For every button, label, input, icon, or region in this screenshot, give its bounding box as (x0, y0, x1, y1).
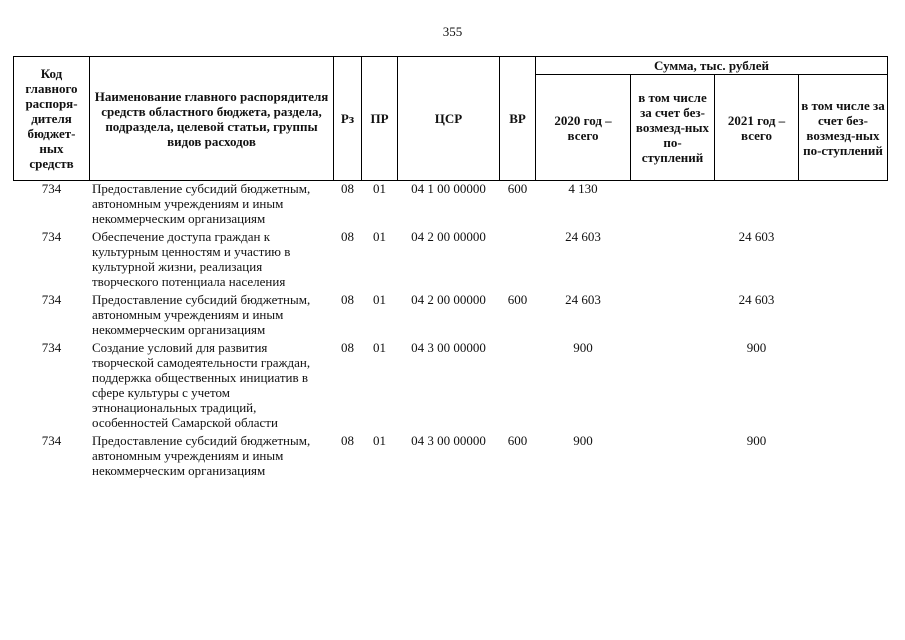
row-pr: 01 (373, 340, 386, 355)
row-code: 734 (41, 181, 62, 196)
table-header (14, 57, 888, 181)
row-2020-total: 24 603 (565, 292, 601, 307)
table-row (14, 433, 888, 481)
row-2020-gratuitous (631, 292, 715, 340)
row-2020-total: 900 (573, 433, 593, 448)
row-name: Предоставление субсидий бюджетным, автономным учреждениям и иным некоммерческим организациям (92, 433, 311, 478)
row-2021-gratuitous (799, 433, 888, 481)
row-2021-total (715, 181, 799, 230)
header-2020-gratuitous: в том числе за счет без-возмезд-ных по-ступлений (631, 75, 715, 181)
row-2021-total: 900 (746, 433, 767, 448)
row-name: Обеспечение доступа граждан к культурным ценностям и участию в культурной жизни, реализация творческого потенциала населения (92, 229, 291, 289)
row-2020-gratuitous (631, 229, 715, 292)
header-vr: ВР (500, 57, 536, 181)
row-name: Создание условий для развития творческой самодеятельности граждан, поддержка общественных инициатив в сфере культуры с учетом этнонациональных традиций, особенностей Самарской области (92, 340, 311, 430)
row-rz: 08 (341, 181, 354, 196)
header-code: Код главного распоря-дителя бюджет-ных средств (14, 57, 90, 181)
row-2020-gratuitous (631, 181, 715, 230)
header-2021-total: 2021 год – всего (715, 75, 799, 181)
row-code: 734 (41, 433, 62, 448)
row-name: Предоставление субсидий бюджетным, автономным учреждениям и иным некоммерческим организациям (92, 181, 311, 226)
row-csr: 04 2 00 00000 (411, 292, 486, 307)
header-name: Наименование главного распорядителя средств областного бюджета, раздела, подраздела, целевой статьи, группы видов расходов (90, 57, 334, 181)
budget-table (13, 56, 888, 481)
row-code: 734 (41, 292, 62, 307)
table-row (14, 229, 888, 292)
row-rz: 08 (341, 292, 354, 307)
row-vr: 600 (507, 292, 528, 307)
row-2020-gratuitous (631, 433, 715, 481)
row-csr: 04 3 00 00000 (411, 340, 486, 355)
table-row (14, 340, 888, 433)
row-rz: 08 (341, 433, 354, 448)
row-2021-gratuitous (799, 292, 888, 340)
header-csr: ЦСР (398, 57, 500, 181)
row-pr: 01 (373, 433, 386, 448)
row-name: Предоставление субсидий бюджетным, автономным учреждениям и иным некоммерческим организациям (92, 292, 311, 337)
row-vr: 600 (507, 181, 528, 196)
row-vr (500, 229, 536, 292)
row-csr: 04 3 00 00000 (411, 433, 486, 448)
row-vr (500, 340, 536, 433)
row-2021-gratuitous (799, 181, 888, 230)
row-pr: 01 (373, 229, 386, 244)
row-2020-gratuitous (631, 340, 715, 433)
header-pr: ПР (362, 57, 398, 181)
header-2020-total: 2020 год – всего (536, 75, 631, 181)
row-rz: 08 (341, 340, 354, 355)
row-pr: 01 (373, 181, 386, 196)
row-code: 734 (41, 340, 62, 355)
page-number: 355 (442, 24, 463, 39)
row-code: 734 (41, 229, 62, 244)
row-2021-total: 24 603 (738, 292, 775, 307)
table-row (14, 292, 888, 340)
row-2021-gratuitous (799, 229, 888, 292)
row-2021-total: 900 (746, 340, 767, 355)
row-rz: 08 (341, 229, 354, 244)
table-body (14, 181, 888, 482)
row-2021-total: 24 603 (738, 229, 775, 244)
row-csr: 04 1 00 00000 (411, 181, 486, 196)
header-rz: Рз (334, 57, 362, 181)
row-2020-total: 900 (573, 340, 593, 355)
row-vr: 600 (507, 433, 528, 448)
header-2021-gratuitous: в том числе за счет без-возмезд-ных по-ступлений (799, 75, 888, 181)
row-pr: 01 (373, 292, 386, 307)
row-2021-gratuitous (799, 340, 888, 433)
row-2020-total: 24 603 (565, 229, 601, 244)
row-2020-total: 4 130 (568, 181, 598, 196)
row-csr: 04 2 00 00000 (411, 229, 486, 244)
table-row (14, 181, 888, 230)
header-sum-group: Сумма, тыс. рублей (536, 57, 888, 75)
